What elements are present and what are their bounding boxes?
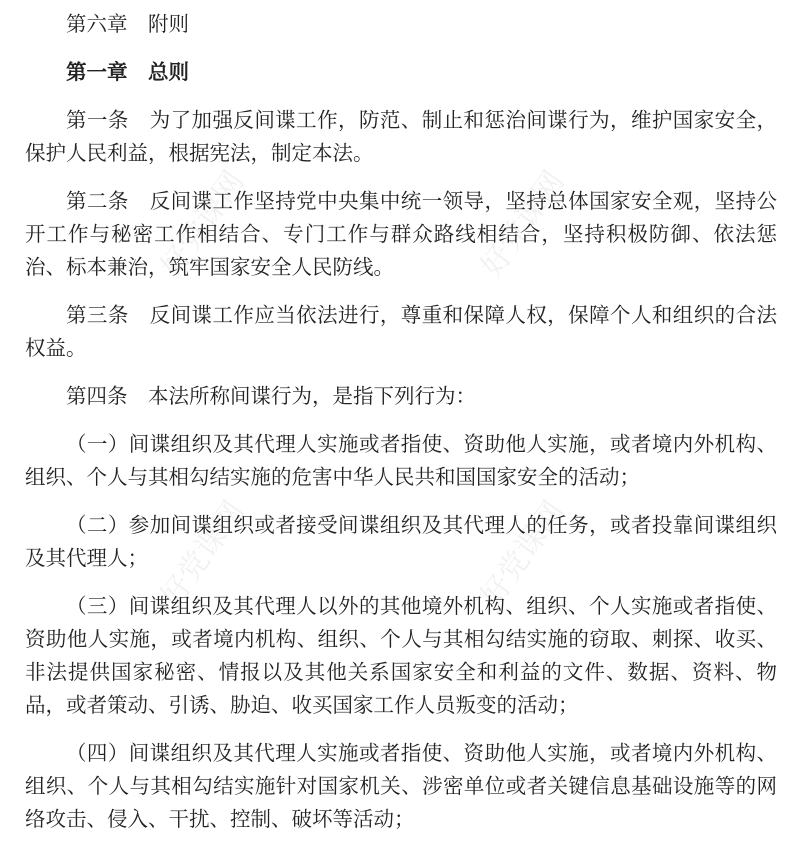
watermark: 好党课网 <box>474 494 572 614</box>
article-4-item-4: （四）间谍组织及其代理人实施或者指使、资助他人实施，或者境内外机构、组织、个人与其相勾结实施针对国家机关、涉密单位或者关键信息基础设施等的网络攻击、侵入、干扰、控制、破坏等活动； <box>25 741 777 831</box>
document-body <box>25 8 777 851</box>
chapter-six-heading: 第六章 附则 <box>66 12 189 36</box>
watermark: 好党课网 <box>474 164 572 284</box>
article-4-item-1: （一）间谍组织及其代理人实施或者指使、资助他人实施，或者境内外机构、组织、个人与其相勾结实施的危害中华人民共和国国家安全的活动； <box>25 432 777 489</box>
article-3: 第三条 反间谍工作应当依法进行，尊重和保障人权，保障个人和组织的合法权益。 <box>25 303 777 360</box>
article-2: 第二条 反间谍工作坚持党中央集中统一领导，坚持总体国家安全观，坚持公开工作与秘密工作相结合、专门工作与群众路线相结合，坚持积极防御、依法惩治、标本兼治，筑牢国家安全人民防线。 <box>25 189 777 279</box>
article-4-item-2: （二）参加间谍组织或者接受间谍组织及其代理人的任务，或者投靠间谍组织及其代理人； <box>25 513 777 570</box>
watermark: 好党课网 <box>154 494 252 614</box>
article-4: 第四条 本法所称间谍行为，是指下列行为： <box>66 384 476 408</box>
article-4-item-3: （三）间谍组织及其代理人以外的其他境外机构、组织、个人实施或者指使、资助他人实施，或者境内机构、组织、个人与其相勾结实施的窃取、刺探、收买、非法提供国家秘密、情报以及其他关系国家安全和利益的文件、数据、资料、物品，或者策动、引诱、胁迫、收买国家工作人员叛变的活动； <box>25 594 777 717</box>
watermark: 好党课网 <box>154 164 252 284</box>
chapter-one-heading: 第一章 总则 <box>66 60 189 84</box>
article-1: 第一条 为了加强反间谍工作，防范、制止和惩治间谍行为，维护国家安全，保护人民利益，根据宪法，制定本法。 <box>25 108 777 165</box>
